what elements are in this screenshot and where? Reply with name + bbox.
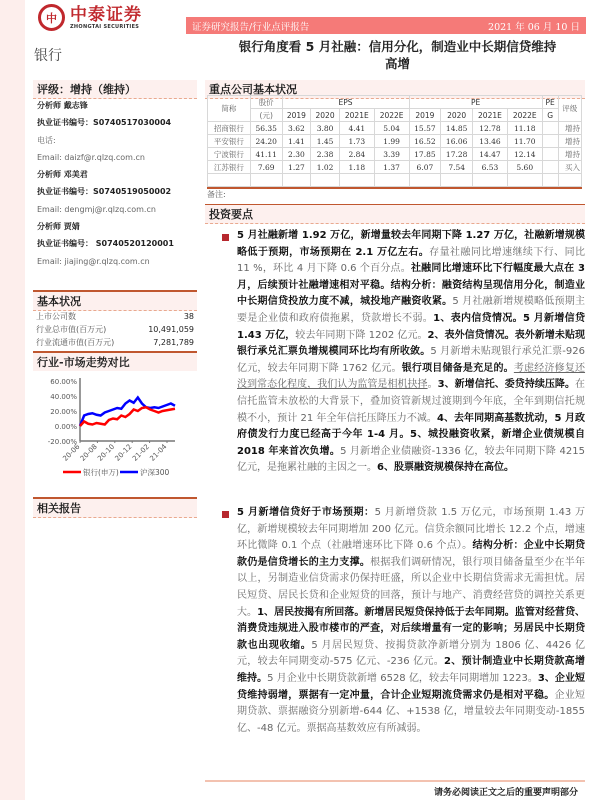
text-segment: 5 月新增未贴现银行承兑汇票-926 亿元，较去年同期下降 1762 亿元。 — [237, 346, 585, 374]
text-segment: 5 月新增企业债融资-1336 亿，较去年同期下降 4215 亿元，是拖累社融的主因之一。 — [237, 445, 585, 474]
table-cell: 3.39 — [374, 148, 409, 161]
text-segment: 5 月社融新增 1.92 万亿，新增量较去年同期下降 1.27 万亿，社融新增规模略低于预期，市场预期在 2.1 万亿左右。 — [237, 230, 585, 258]
text-segment: 5 月新增信贷好于市场预期： — [237, 507, 375, 518]
analyst-email[interactable]: Email: daizf@r.qlzq.com.cn — [37, 152, 145, 162]
text-segment: 2、表外信贷情况。表外新增未贴现银行承兑汇票负增规模同环比均有所收敛。 — [237, 329, 585, 358]
report-title: 银行角度看 5 月社融：信用分化，制造业中长期信贷维持高增 — [238, 39, 557, 71]
text-segment: 3、企业短贷维持弱增，票据有一定冲量，合计企业短期流贷需求仍是相对平稳。 — [237, 672, 585, 701]
table-cell: 6.53 — [473, 161, 508, 174]
logo-icon: 中 — [38, 4, 65, 31]
year-header: 2022E — [507, 109, 542, 122]
empty-cell — [473, 174, 508, 187]
year-header: 2020 — [311, 109, 340, 122]
empty-cell — [250, 174, 282, 187]
table-cell: 招商银行 — [208, 122, 251, 135]
basic-label: 上市公司数 — [36, 312, 76, 321]
table-cell: 1.18 — [339, 161, 374, 174]
table-cell: 1.02 — [311, 161, 340, 174]
col-price: 股价 — [250, 96, 282, 109]
table-cell: 13.46 — [473, 135, 508, 148]
empty-cell — [507, 174, 542, 187]
table-row — [208, 161, 582, 174]
logo-text: 中泰证券 — [70, 4, 142, 25]
text-segment: 考虑经济修复还没到常态化程度，我们认为监管是相机抉择 — [237, 362, 586, 391]
table-cell: 1.45 — [311, 135, 340, 148]
year-header: 2019 — [409, 109, 441, 122]
table-cell: 增持 — [558, 122, 581, 135]
x-tick-label: 20-10 — [96, 442, 117, 463]
table-cell: 16.06 — [441, 135, 473, 148]
table-cell: 5.04 — [374, 122, 409, 135]
y-tick-label: -20.00% — [47, 438, 77, 446]
table-cell: 平安银行 — [208, 135, 251, 148]
text-segment: 结构分析：企业中长期贷款仍是信贷增长的主力支撑。 — [237, 540, 586, 568]
analyst-name: 分析师 邓美君 — [37, 170, 88, 180]
table-cell: 15.57 — [409, 122, 441, 135]
text-segment: 企业短期贷款、票据融资分别新增-644 亿、+1538 亿，增量较去年同期变动-1855 亿、-48 亿元。票据高基数效应有所减弱。 — [237, 689, 586, 734]
empty-cell — [339, 174, 374, 187]
table-row — [208, 148, 582, 161]
analyst-name: 分析师 贾婧 — [37, 222, 80, 232]
table-cell: 宁波银行 — [208, 148, 251, 161]
table-cell: 7.54 — [441, 161, 473, 174]
analyst-email[interactable]: Email: jiajing@r.qlzq.com.cn — [37, 256, 150, 266]
legend-label: 银行(申万) — [83, 468, 119, 477]
table-cell: 14.85 — [441, 122, 473, 135]
basic-row — [33, 310, 197, 323]
x-tick-label: 21-02 — [130, 442, 152, 463]
table-note: 备注: — [207, 190, 226, 199]
table-cell: 41.11 — [250, 148, 282, 161]
table-cell: 4.41 — [339, 122, 374, 135]
text-segment: 银行项目储备是充足的。 — [401, 362, 514, 374]
empty-cell — [542, 174, 558, 187]
x-tick-label: 21-04 — [148, 442, 169, 463]
text-segment: 5 月社融新增规模略低预期主要是企业债和政府债拖累，贷款增长不弱。 — [237, 296, 586, 324]
analyst-email[interactable]: Email: dengmj@r.qlzq.com.cn — [37, 204, 156, 214]
table-cell — [542, 135, 558, 148]
analyst-cert: 执业证书编号：S0740519050002 — [37, 187, 172, 197]
table-cell: 1.73 — [339, 135, 374, 148]
table-cell: 增持 — [558, 135, 581, 148]
text-segment: 5 月新增贷款 1.5 万亿元，市场预期 1.43 万亿，新增规模较去年同期增加 200 亿元。信贷余额同比增长 12.2 个点，增速环比微降 0.1 个点（社融增速环比下降 0.6 个点）。 — [237, 507, 585, 552]
year-header: 2021E — [339, 109, 374, 122]
analyst-phone: 电话: — [37, 135, 56, 145]
text-segment: 1、居民按揭有所回落。新增居民短贷保持低于去年同期。监管对经营贷、消费贷违规进入股市楼市的严查，对后续增量有一定的影响；另居民中长期贷款也出现收缩。 — [237, 606, 585, 651]
series-line-bank — [80, 407, 175, 426]
analyst-cert: 执业证书编号： S0740520120001 — [37, 239, 174, 249]
analyst-cert: 执业证书编号：S0740517030004 — [37, 118, 172, 128]
basic-label: 行业流通市值(百万元) — [36, 338, 115, 347]
report-date: 2021 年 06 月 10 日 — [488, 21, 580, 33]
empty-cell — [409, 174, 441, 187]
table-cell: 2.38 — [311, 148, 340, 161]
text-segment: 较去年同期下降 1202 亿元。 — [295, 329, 428, 341]
y-tick-label: 60.00% — [50, 378, 77, 386]
table-cell — [542, 148, 558, 161]
report-type: 证券研究报告/行业点评报告 — [192, 21, 310, 33]
trend-chart — [33, 372, 198, 487]
table-cell: 11.70 — [507, 135, 542, 148]
table-cell: 2.30 — [282, 148, 311, 161]
company-table — [207, 95, 582, 189]
table-cell: 17.28 — [441, 148, 473, 161]
x-tick-label: 20-06 — [61, 442, 82, 463]
trend-header: 行业-市场走势对比 — [33, 353, 197, 371]
basic-row — [33, 336, 197, 349]
table-cell: 江苏银行 — [208, 161, 251, 174]
empty-cell — [441, 174, 473, 187]
left-margin-strip — [0, 0, 25, 800]
text-segment: 。 — [427, 379, 438, 391]
basic-value: 38 — [183, 312, 194, 321]
company-table-header: 重点公司基本状况 — [205, 80, 585, 99]
table-cell: 1.37 — [374, 161, 409, 174]
y-tick-label: 40.00% — [50, 393, 77, 401]
basic-label: 行业总市值(百万元) — [36, 325, 107, 334]
related-reports-header: 相关报告 — [33, 497, 197, 518]
table-cell: 5.60 — [507, 161, 542, 174]
col-rating: 评级 — [558, 96, 581, 122]
table-cell: 6.07 — [409, 161, 441, 174]
year-header: 2021E — [473, 109, 508, 122]
x-tick-label: 20-12 — [113, 442, 134, 463]
table-cell: 11.18 — [507, 122, 542, 135]
table-cell: 17.85 — [409, 148, 441, 161]
text-segment: 根据我们调研情况，银行项目储备量至少在半年以上，另制造业信贷需求仍保持旺盛，所以企业中长期信贷需求无需担忧。居民短贷、居民长贷和企业短贷的回落，预计与地产、消费经营贷的调控关系更大。 — [237, 556, 586, 618]
table-cell: 1.99 — [374, 135, 409, 148]
empty-cell — [208, 174, 251, 187]
basic-value: 10,491,059 — [148, 325, 194, 334]
logo-subtext: ZHONGTAI SECURITIES — [70, 23, 140, 30]
table-cell: 3.80 — [311, 122, 340, 135]
basic-row — [33, 323, 197, 336]
empty-cell — [311, 174, 340, 187]
text-segment: 社融同比增速环比下行幅度最大点在 3 月，后续预计社融增速相对平稳。结构分析：融资结构呈现信用分化，制造业中长期信贷投放力度不减，城投地产融资收紧。 — [237, 263, 585, 308]
table-cell: 7.69 — [250, 161, 282, 174]
text-segment: 2、预计制造业中长期贷款高增维持。 — [237, 656, 585, 684]
analyst-name: 分析师 戴志锋 — [37, 101, 88, 110]
industry-label: 银行 — [34, 48, 62, 64]
table-cell: 买入 — [558, 161, 581, 174]
text-segment: 6、股票融资规模保持在高位。 — [377, 462, 514, 474]
text-segment: 在信托监管未放松的大背景下，叠加资管新规过渡期到今年底，全年到期信托规模不小，预计 21 年全年信托压降压力不减。 — [237, 379, 585, 424]
paragraph — [237, 505, 585, 737]
analyst-info — [33, 97, 197, 270]
year-header: 2019 — [282, 109, 311, 122]
text-segment: 5 月居民短贷、按揭贷款净新增分别为 1806 亿、4426 亿元，较去年同期变动-575 亿元、-236 亿元。 — [237, 639, 586, 668]
table-cell — [542, 161, 558, 174]
basic-value: 7,281,789 — [153, 338, 194, 347]
table-cell: 12.14 — [507, 148, 542, 161]
text-segment: 存量社融同比增速继续下行、同比 11 %，环比 4 月下降 0.6 个百分点。 — [237, 246, 585, 275]
table-cell: 12.78 — [473, 122, 508, 135]
investment-highlights-header: 投资要点 — [205, 204, 585, 224]
table-cell — [542, 122, 558, 135]
table-cell: 56.35 — [250, 122, 282, 135]
table-cell: 14.47 — [473, 148, 508, 161]
table-row — [208, 122, 582, 135]
bullet-icon — [222, 234, 229, 241]
y-tick-label: 20.00% — [50, 408, 77, 416]
basic-status-list — [33, 310, 197, 353]
table-row — [208, 135, 582, 148]
footer-divider — [205, 780, 585, 782]
text-segment: 3、新增信托、委贷持续压降。 — [437, 379, 575, 391]
table-cell: 24.20 — [250, 135, 282, 148]
table-cell: 16.52 — [409, 135, 441, 148]
x-tick-label: 20-08 — [78, 442, 99, 463]
empty-cell — [374, 174, 409, 187]
table-cell: 3.62 — [282, 122, 311, 135]
company-logo — [38, 4, 142, 31]
col-pe: PE — [409, 96, 542, 109]
col-eps: EPS — [282, 96, 409, 109]
empty-cell — [558, 174, 581, 187]
text-segment: 1、表内信贷情况。5 月新增信贷 1.43 万亿， — [237, 312, 586, 341]
table-cell: 1.27 — [282, 161, 311, 174]
text-segment: 4、去年同期高基数扰动，5 月政府债发行力度已经高于今年 1-4 月。5、城投融资收紧，新增企业债规模自 2018 年来首次负增。 — [237, 412, 585, 457]
year-header: 2020 — [441, 109, 473, 122]
col-peg-2: G — [542, 109, 558, 122]
legend-label: 沪深300 — [140, 468, 170, 477]
report-banner — [186, 17, 586, 34]
col-price-unit: (元) — [250, 109, 282, 122]
table-cell: 1.41 — [282, 135, 311, 148]
col-name: 简称 — [208, 96, 251, 122]
text-segment: 5 月企业中长期贷款新增 6528 亿，较去年同期增加 1223。 — [267, 672, 538, 684]
footer-disclaimer: 请务必阅读正文之后的重要声明部分 — [433, 788, 578, 798]
empty-cell — [282, 174, 311, 187]
col-peg: PE — [542, 96, 558, 109]
table-cell: 增持 — [558, 148, 581, 161]
y-tick-label: 0.00% — [54, 423, 77, 431]
table-cell: 2.84 — [339, 148, 374, 161]
basic-status-header: 基本状况 — [33, 290, 197, 311]
bullet-icon — [222, 511, 229, 518]
paragraph — [237, 228, 585, 477]
year-header: 2022E — [374, 109, 409, 122]
rating-header: 评级：增持（维持） — [33, 80, 197, 99]
